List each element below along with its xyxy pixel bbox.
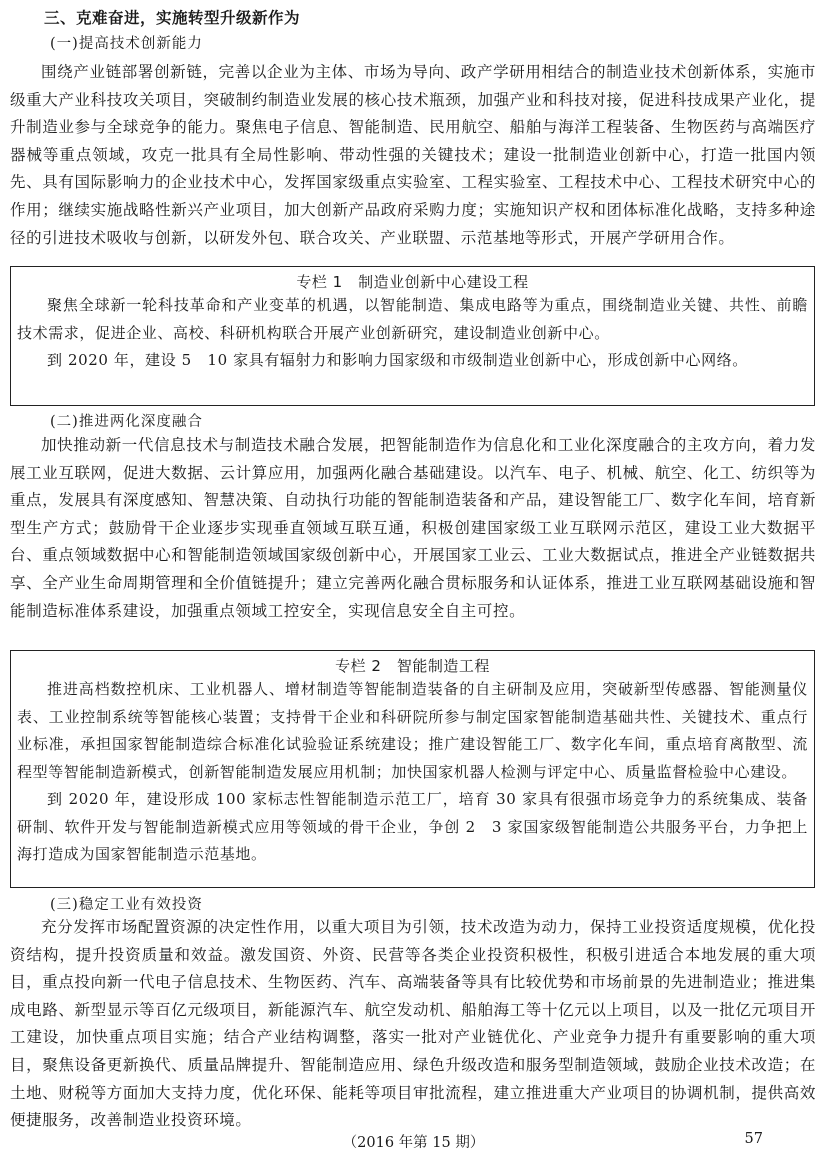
column-box-2-paragraph-2: 到 2020 年，建设形成 100 家标志性智能制造示范工厂，培育 30 家具有很强市场竞争力的系统集成、装备研制、软件开发与智能制造新模式应用等领域的骨干企业，争创 2 3 家国家级智能制造公共服务平台，力争把上海打造成为国家智能制造示范基地。 — [17, 790, 808, 863]
page-number: 57 — [744, 1131, 763, 1147]
paragraph-3: 充分发挥市场配置资源的决定性作用，以重大项目为引领，技术改造为动力，保持工业投资适度规模，优化投资结构，提升投资质量和效益。激发国资、外资、民营等各类企业投资积极性，积极引进适合本地发展的重大项目，重点投向新一代电子信息技术、生物医药、汽车、高端装备等具有比较优势和市场前景的先进制造业；推进集成电路、新型显示等百亿元级项目，新能源汽车、航空发动机、船舶海工等十亿元以上项目，以及一批亿元项目开工建设，加快重点项目实施；结合产业结构调整，落实一批对产业链优化、产业竞争力提升有重要影响的重大项目，聚焦设备更新换代、质量品牌提升、智能制造应用、绿色升级改造和服务型制造领域，鼓励企业技术改造；在土地、财税等方面加大支持力度，优化环保、能耗等项目审批流程，建立推进重大产业项目的协调机制，提供高效便捷服务，改善制造业投资环境。 — [10, 918, 816, 1130]
paragraph-1: 围绕产业链部署创新链，完善以企业为主体、市场为导向、政产学研用相结合的制造业技术创新体系，实施市级重大产业科技攻关项目，突破制约制造业发展的核心技术瓶颈，加强产业和科技对接，促进科技成果产业化，提升制造业参与全球竞争的能力。聚焦电子信息、智能制造、民用航空、船舶与海洋工程装备、生物医药与高端医疗器械等重点领域，攻克一批具有全局性影响、带动性强的关键技术；建设一批制造业创新中心，打造一批国内领先、具有国际影响力的企业技术中心，发挥国家级重点实验室、工程实验室、工程技术中心、工程技术研究中心的作用；继续实施战略性新兴产业项目，加大创新产品政府采购力度；实施知识产权和团体标准化战略，支持多种途径的引进技术吸收与创新，以研发外包、联合攻关、产业联盟、示范基地等形式，开展产学研用合作。 — [10, 63, 816, 247]
column-box-1-paragraph-1: 聚焦全球新一轮科技革命和产业变革的机遇，以智能制造、集成电路等为重点，围绕制造业关键、共性、前瞻技术需求，促进企业、高校、科研机构联合开展产业创新研究，建设制造业创新中心。 — [17, 296, 808, 342]
column-box-1 — [10, 266, 815, 406]
paragraph-2: 加快推动新一代信息技术与制造技术融合发展，把智能制造作为信息化和工业化深度融合的主攻方向，着力发展工业互联网，促进大数据、云计算应用，加强两化融合基础建设。以汽车、电子、机械、航空、化工、纺织等为重点，发展具有深度感知、智慧决策、自动执行功能的智能制造装备和产品，建设智能工厂、数字化车间，培育新型生产方式；鼓励骨干企业逐步实现垂直领域互联互通，积极创建国家级工业互联网示范区，建设工业大数据平台、重点领域数据中心和智能制造领域国家级创新中心，开展国家工业云、工业大数据试点，推进全产业链数据共享、全产业生命周期管理和全价值链提升；建立完善两化融合贯标服务和认证体系，推进工业互联网基础设施和智能制造标准体系建设，加强重点领域工控安全，实现信息安全自主可控。 — [10, 436, 816, 620]
section-title: 三、克难奋进，实施转型升级新作为 — [44, 9, 301, 27]
column-box-1-paragraph-2: 到 2020 年，建设 5 10 家具有辐射力和影响力国家级和市级制造业创新中心，形成创新中心网络。 — [47, 351, 748, 369]
subsection-heading-3: (三)稳定工业有效投资 — [50, 897, 203, 913]
column-box-2 — [10, 650, 815, 888]
issue-label: （2016 年第 15 期） — [342, 1135, 485, 1151]
subsection-heading-1: (一)提高技术创新能力 — [50, 36, 203, 52]
column-box-2-paragraph-1: 推进高档数控机床、工业机器人、增材制造等智能制造装备的自主研制及应用，突破新型传感器、智能测量仪表、工业控制系统等智能核心装置；支持骨干企业和科研院所参与制定国家智能制造基础共性、关键技术、重点行业标准，承担国家智能制造综合标准化试验验证系统建设；推广建设智能工厂、数字化车间，重点培育离散型、流程型等智能制造新模式，创新智能制造发展应用机制；加快国家机器人检测与评定中心、质量监督检验中心建设。 — [17, 680, 808, 781]
column-box-2-title: 专栏 2 智能制造工程 — [335, 657, 490, 675]
subsection-heading-2: (二)推进两化深度融合 — [50, 414, 203, 430]
column-box-1-title: 专栏 1 制造业创新中心建设工程 — [296, 273, 529, 291]
